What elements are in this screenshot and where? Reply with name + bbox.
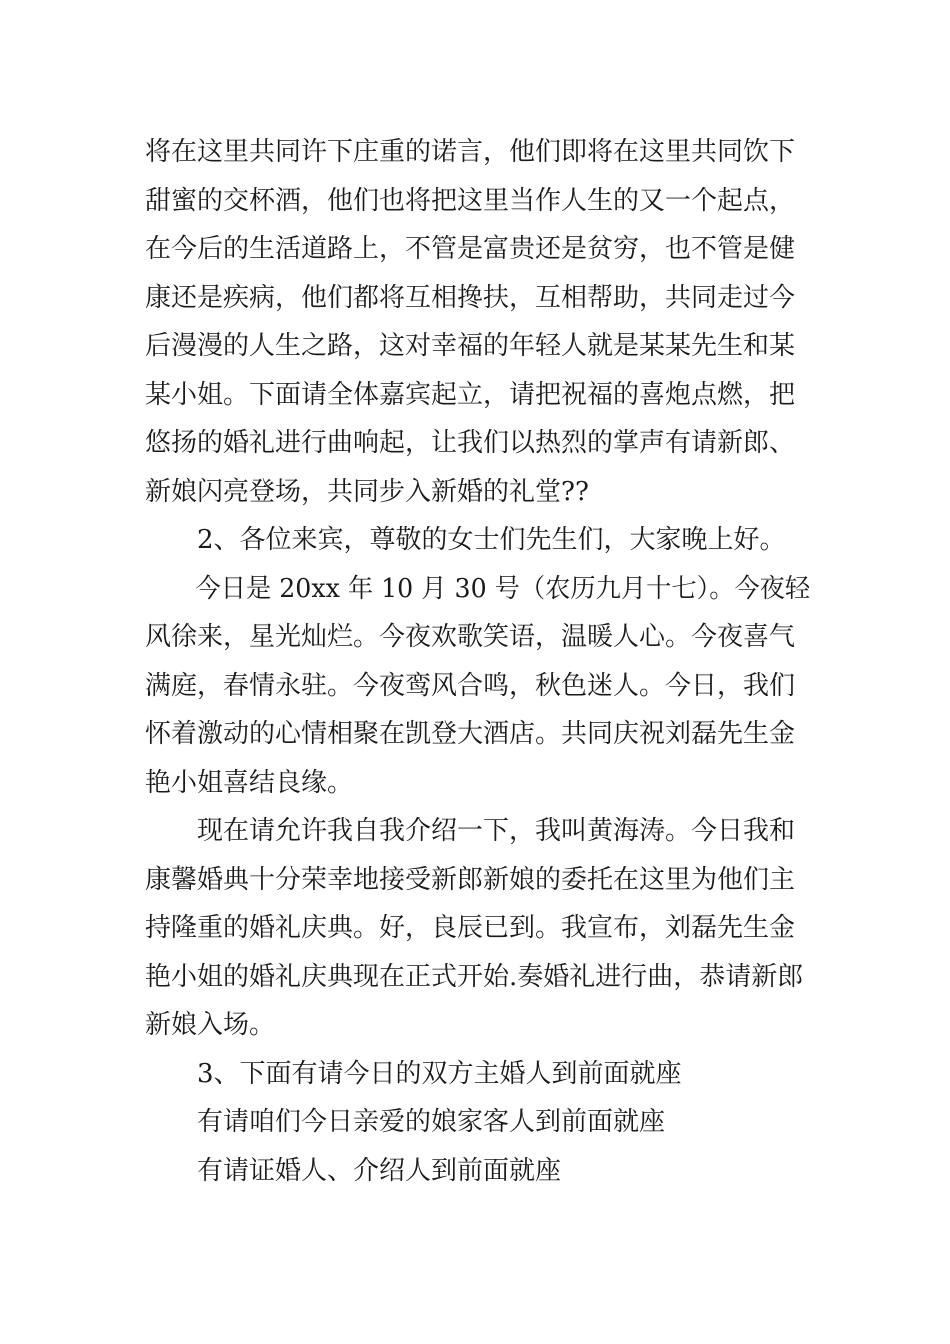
text-line: 新娘入场。 xyxy=(145,1010,276,1040)
text-line: 甜蜜的交杯酒，他们也将把这里当作人生的又一个起点， xyxy=(145,185,796,216)
text-line: 后漫漫的人生之路，这对幸福的年轻人就是某某先生和某 xyxy=(145,331,796,361)
text-line: 持隆重的婚礼庆典。好，良辰已到。我宣布，刘磊先生金 xyxy=(145,913,796,943)
document-body xyxy=(145,128,810,1195)
text-line: 在今后的生活道路上，不管是富贵还是贫穷，也不管是健 xyxy=(145,234,796,264)
text-line: 将在这里共同许下庄重的诺言，他们即将在这里共同饮下 xyxy=(145,137,796,167)
paragraph-start-line: 有请咱们今日亲爱的娘家客人到前面就座 xyxy=(197,1107,666,1137)
paragraph-start-line: 2、各位来宾，尊敬的女士们先生们，大家晚上好。 xyxy=(197,525,786,555)
text-line: 艳小姐喜结良缘。 xyxy=(145,767,354,798)
paragraph-start-line: 今日是 20xx 年 10 月 30 号（农历九月十七）。今夜轻 xyxy=(195,573,811,604)
text-line: 新娘闪亮登场，共同步入新婚的礼堂?? xyxy=(145,476,589,507)
text-line: 某小姐。下面请全体嘉宾起立，请把祝福的喜炮点燃，把 xyxy=(145,379,796,410)
paragraph-start-line: 3、下面有请今日的双方主婚人到前面就座 xyxy=(197,1058,682,1089)
text-line: 怀着激动的心情相聚在凯登大酒店。共同庆祝刘磊先生金 xyxy=(145,719,796,749)
text-line: 艳小姐的婚礼庆典现在正式开始.奏婚礼进行曲，恭请新郎 xyxy=(145,961,804,992)
paragraph-start-line: 现在请允许我自我介绍一下，我叫黄海涛。今日我和 xyxy=(197,816,796,846)
text-line: 风徐来，星光灿烂。今夜欢歌笑语，温暖人心。今夜喜气 xyxy=(145,622,796,652)
text-line: 康还是疾病，他们都将互相搀扶，互相帮助，共同走过今 xyxy=(145,282,796,313)
text-line: 悠扬的婚礼进行曲响起，让我们以热烈的掌声有请新郎、 xyxy=(145,428,796,458)
paragraph-start-line: 有请证婚人、介绍人到前面就座 xyxy=(197,1155,562,1186)
text-line: 康馨婚典十分荣幸地接受新郎新娘的委托在这里为他们主 xyxy=(145,864,796,895)
text-line: 满庭，春情永驻。今夜鸾风合鸣，秋色迷人。今日，我们 xyxy=(145,670,796,701)
